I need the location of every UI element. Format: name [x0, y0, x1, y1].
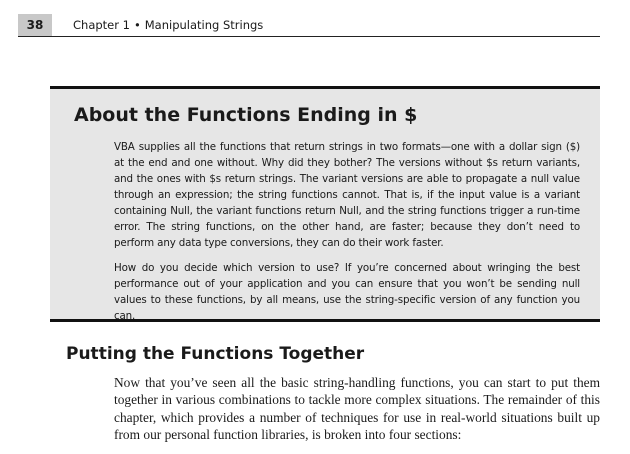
header-separator: •: [133, 18, 141, 32]
sidebar-paragraph: How do you decide which version to use? If you’re concerned about wringing the best performance out of your application and you can ensure that you won’t be sending null values to these functions, by all means, use the string-specific version of any function you can.: [114, 262, 580, 322]
sidebar-box: [50, 86, 600, 322]
body-paragraph: Now that you’ve seen all the basic string-handling functions, you can start to put them together in various combinations to tackle more complex situations. The remainder of this chapter, which provides a number of techniques for use in real-world situations built up from our personal function libraries, is broken into four sections:: [114, 375, 600, 442]
section-body: [114, 374, 600, 454]
section-heading: Putting the Functions Together: [66, 344, 365, 364]
sidebar-paragraph: VBA supplies all the functions that return strings in two formats—one with a dollar sign ($) at the end and one without. Why did they bother? The versions without $s return variants, and the ones with $s return strings. The variant versions are able to propagate a null value through an expression; the string functions cannot. That is, if the input value is a variant containing Null, the variant functions return Null, and the string functions trigger a run-time error. The string functions, on the other hand, are faster; because they don’t need to perform any data type conversions, they can do their work faster.: [114, 141, 580, 249]
chapter-label: Chapter 1: [73, 18, 130, 32]
page-header: [18, 14, 600, 37]
page-number: 38: [18, 14, 52, 36]
running-head: [73, 17, 263, 33]
sidebar-body: [114, 139, 580, 324]
chapter-title: Manipulating Strings: [144, 18, 264, 32]
sidebar-title: About the Functions Ending in $: [74, 104, 418, 126]
